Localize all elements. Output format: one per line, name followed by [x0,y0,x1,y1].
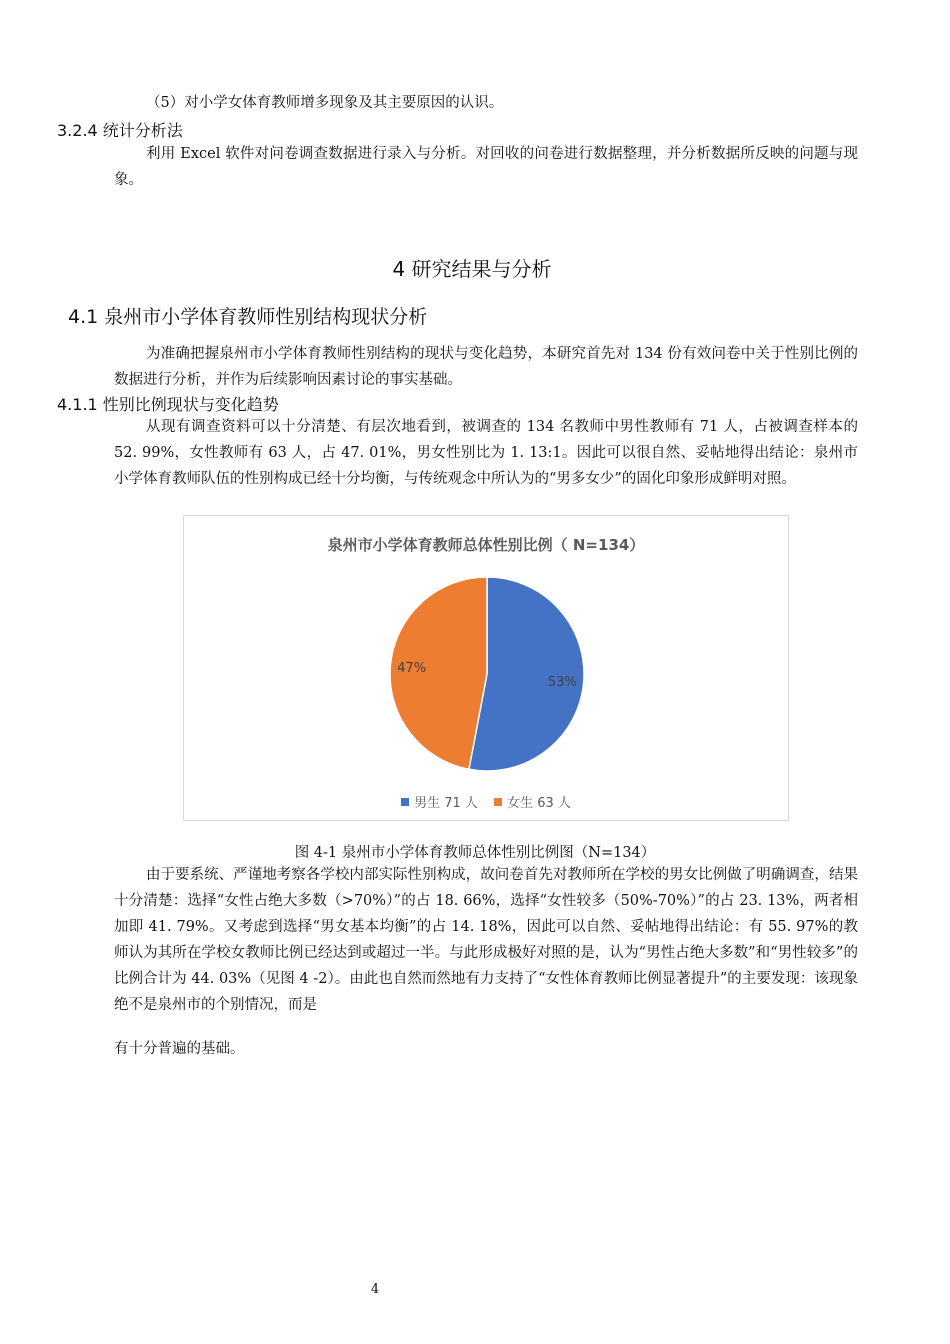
chapter-heading: 4 研究结果与分析 [392,257,552,281]
section-heading-4-1-1: 4.1.1 性别比例现状与变化趋势 [57,395,279,414]
legend-item-female [494,792,571,811]
list-item-5: （5）对小学女体育教师增多现象及其主要原因的认识。 [146,95,504,111]
section-paragraph-4-1: 为准确把握泉州市小学体育教师性别结构的现状与变化趋势，本研究首先对 134 份有效问卷中关于性别比例的数据进行分析，并作为后续影响因素讨论的事实基础。 [114,346,858,388]
page-number: 4 [370,1282,380,1297]
pie-chart [183,515,789,821]
chart-title: 泉州市小学体育教师总体性别比例（ N=134） [327,536,645,554]
legend-label-male: 男生 71 人 [414,796,478,811]
chart-legend [184,792,788,811]
paragraph-tail: 有十分普遍的基础。 [114,1041,245,1057]
pie-chart-svg [184,516,788,820]
figure-caption: 图 4-1 泉州市小学体育教师总体性别比例图（N=134） [294,845,656,861]
pie-label-female: 47% [397,660,427,676]
section-paragraph-3-2-4: 利用 Excel 软件对问卷调查数据进行录入与分析。对回收的问卷进行数据整理，并分析数据所反映的问题与现象。 [114,146,858,188]
legend-swatch-female [494,798,502,806]
legend-swatch-male [401,798,409,806]
paragraph-after-figure: 由于要系统、严谨地考察各学校内部实际性别构成，故问卷首先对教师所在学校的男女比例做了明确调查，结果十分清楚：选择“女性占绝大多数（>70%）”的占 18. 66%，选择“女性较多（50%-70%）”的占 23. 13%，两者相加即 41. 79%。又考虑到选择“男女基本均衡”的占 14. 18%，因此可以自然、妥帖地得出结论：有 55. 97%的教师认为其所在学校女教师比例已经达到或超过一半。与此形成极好对照的是，认为“男性占绝大多数”和“男性较多”的比例合计为 44. 03%（见图 4 -2）。由此也自然而然地有力支持了“女性体育教师比例显著提升”的主要发现：该现象绝不是泉州市的个别情况，而是 [114,867,858,1013]
section-heading-3-2-4: 3.2.4 统计分析法 [57,121,183,140]
section-paragraph-4-1-1: 从现有调查资料可以十分清楚、有层次地看到，被调查的 134 名教师中男性教师有 71 人，占被调查样本的 52. 99%，女性教师有 63 人，占 47. 01%，男女性别比为 1. 13:1。因此可以很自然、妥帖地得出结论：泉州市小学体育教师队伍的性别构成已经十分均衡，与传统观念中所认为的“男多女少”的固化印象形成鲜明对照。 [114,419,858,487]
legend-label-female: 女生 63 人 [507,796,571,811]
section-heading-4-1: 4.1 泉州市小学体育教师性别结构现状分析 [68,306,428,328]
legend-item-male [401,792,478,811]
pie-label-male: 53% [547,675,577,691]
